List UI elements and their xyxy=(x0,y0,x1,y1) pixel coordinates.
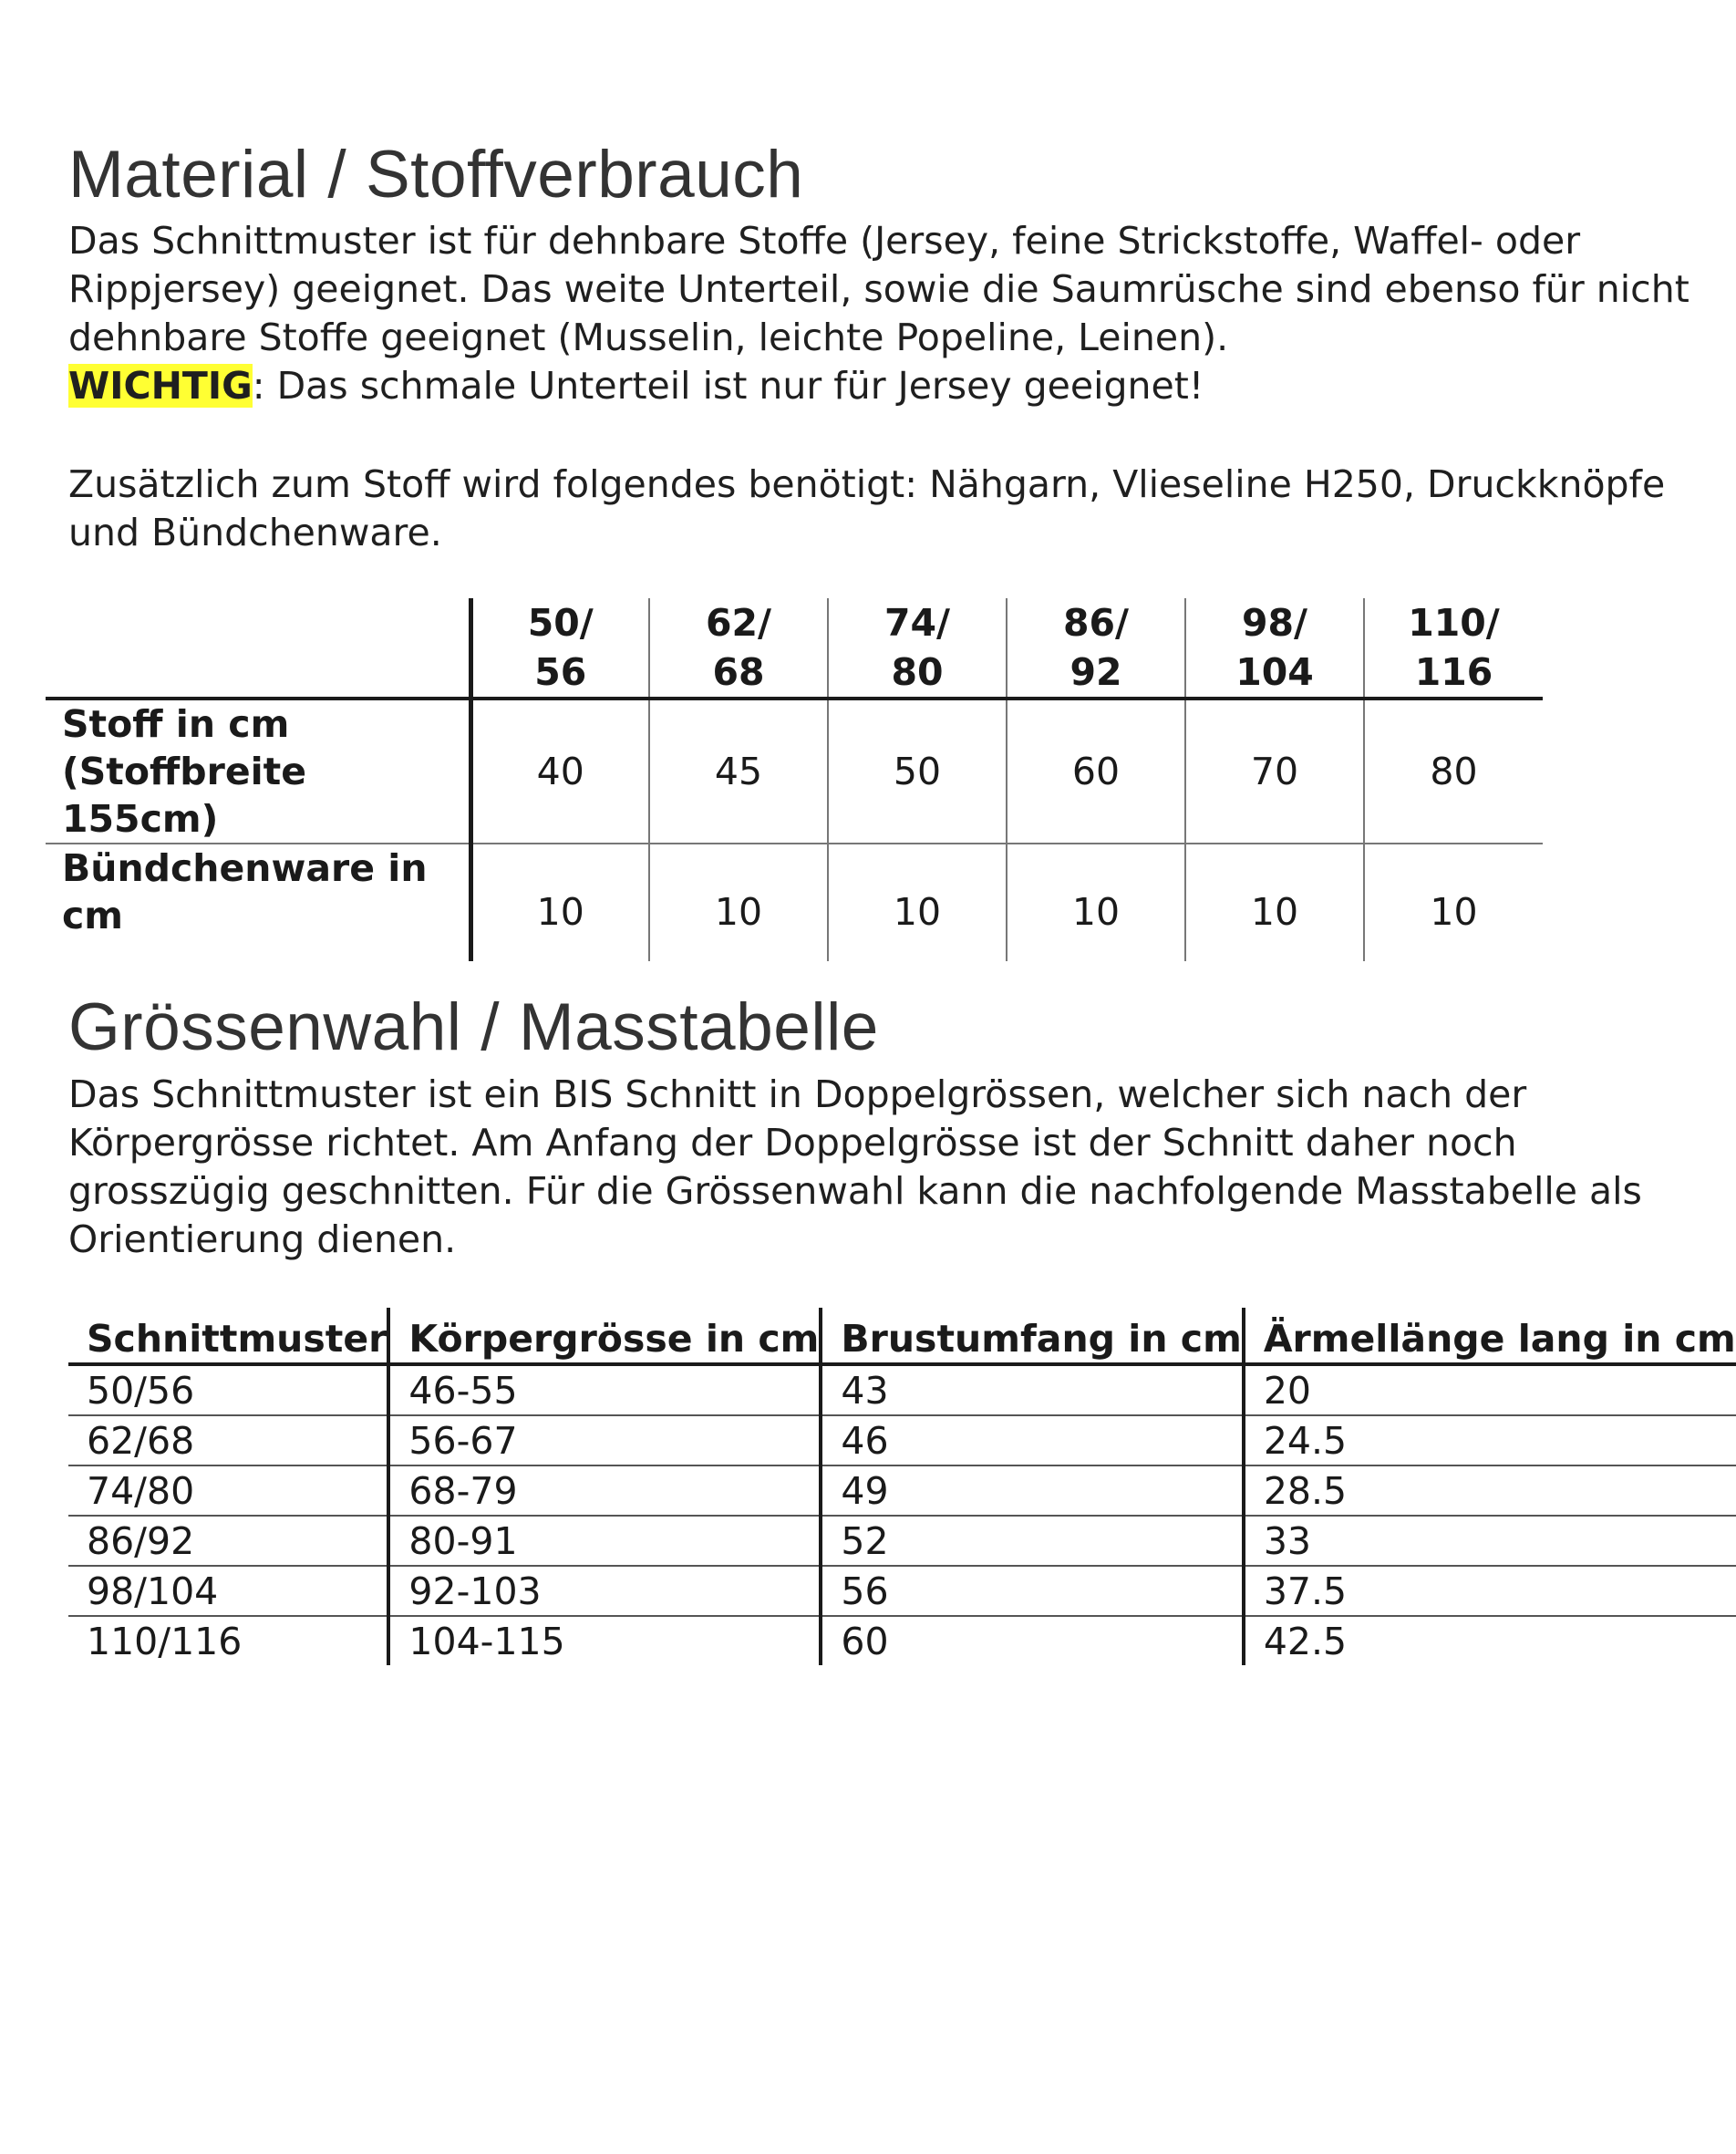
important-text: : Das schmale Unterteil ist nur für Jersey geeignet! xyxy=(252,364,1204,408)
ribbing-row xyxy=(46,844,1543,961)
material-intro-line: dehnbare Stoffe geeignet (Musselin, leichte Popeline, Leinen). xyxy=(68,316,1229,359)
ribbing-value: 10 xyxy=(1364,844,1543,961)
material-intro-line: Rippjersey) geeignet. Das weite Unterteil, sowie die Saumrüsche sind ebenso für nicht xyxy=(68,267,1690,311)
sleeve-cell: 42.5 xyxy=(1244,1616,1736,1665)
size-cell: 86/92 xyxy=(68,1516,388,1566)
ribbing-value: 10 xyxy=(1185,844,1364,961)
material-extra-line: Zusätzlich zum Stoff wird folgendes benötigt: Nähgarn, Vlieseline H250, Druckknöpfe xyxy=(68,462,1666,506)
chest-cell: 56 xyxy=(821,1566,1243,1616)
chest-cell: 43 xyxy=(821,1364,1243,1415)
size-header: 62/ 68 xyxy=(649,598,828,699)
chest-cell: 60 xyxy=(821,1616,1243,1665)
sizing-intro-line: grosszügig geschnitten. Für die Grössenwahl kann die nachfolgende Masstabelle als xyxy=(68,1169,1642,1213)
size-cell: 50/56 xyxy=(68,1364,388,1415)
fabric-row-label: Stoff in cm (Stoffbreite 155cm) xyxy=(46,699,470,844)
size-table-header: Schnittmuster xyxy=(68,1308,388,1364)
important-label: WICHTIG xyxy=(68,364,253,408)
size-table xyxy=(68,1308,1736,1665)
sleeve-cell: 33 xyxy=(1244,1516,1736,1566)
size-table-header: Körpergrösse in cm xyxy=(388,1308,821,1364)
sizing-intro xyxy=(68,1071,1642,1264)
size-table-header: Brustumfang in cm xyxy=(821,1308,1243,1364)
fabric-row xyxy=(46,699,1543,844)
chest-cell: 49 xyxy=(821,1465,1243,1516)
size-header: 86/ 92 xyxy=(1007,598,1185,699)
material-intro-line: Das Schnittmuster ist für dehnbare Stoffe (Jersey, feine Strickstoffe, Waffel- oder xyxy=(68,219,1581,263)
size-header: 110/ 116 xyxy=(1364,598,1543,699)
sleeve-cell: 20 xyxy=(1244,1364,1736,1415)
size-cell: 74/80 xyxy=(68,1465,388,1516)
fabric-value: 70 xyxy=(1185,699,1364,844)
height-cell: 46-55 xyxy=(388,1364,821,1415)
size-table-row xyxy=(68,1364,1736,1415)
sizing-intro-line: Körpergrösse richtet. Am Anfang der Doppelgrösse ist der Schnitt daher noch xyxy=(68,1121,1517,1165)
ribbing-value: 10 xyxy=(470,844,649,961)
fabric-value: 45 xyxy=(649,699,828,844)
size-table-header: Ärmellänge lang in cm xyxy=(1244,1308,1736,1364)
sleeve-cell: 28.5 xyxy=(1244,1465,1736,1516)
height-cell: 80-91 xyxy=(388,1516,821,1566)
fabric-value: 60 xyxy=(1007,699,1185,844)
height-cell: 68-79 xyxy=(388,1465,821,1516)
size-header: 98/ 104 xyxy=(1185,598,1364,699)
important-note xyxy=(68,362,1600,410)
fabric-table-corner xyxy=(46,598,470,699)
sleeve-cell: 37.5 xyxy=(1244,1566,1736,1616)
sizing-heading: Grössenwahl / Masstabelle xyxy=(68,990,879,1064)
height-cell: 56-67 xyxy=(388,1415,821,1465)
ribbing-value: 10 xyxy=(1007,844,1185,961)
size-cell: 62/68 xyxy=(68,1415,388,1465)
size-table-row xyxy=(68,1465,1736,1516)
size-table-row xyxy=(68,1415,1736,1465)
fabric-value: 80 xyxy=(1364,699,1543,844)
chest-cell: 52 xyxy=(821,1516,1243,1566)
fabric-table xyxy=(46,598,1543,961)
height-cell: 104-115 xyxy=(388,1616,821,1665)
size-table-row xyxy=(68,1616,1736,1665)
size-cell: 98/104 xyxy=(68,1566,388,1616)
material-intro xyxy=(68,217,1690,410)
size-header: 74/ 80 xyxy=(828,598,1007,699)
size-header: 50/ 56 xyxy=(470,598,649,699)
material-extra-line: und Bündchenware. xyxy=(68,511,442,554)
ribbing-value: 10 xyxy=(828,844,1007,961)
size-cell: 110/116 xyxy=(87,1619,243,1663)
sizing-intro-line: Orientierung dienen. xyxy=(68,1217,457,1261)
ribbing-row-label: Bündchenware in cm xyxy=(62,846,428,937)
material-extra xyxy=(68,461,1666,557)
sizing-intro-line: Das Schnittmuster ist ein BIS Schnitt in Doppelgrössen, welcher sich nach der xyxy=(68,1072,1527,1116)
size-table-row xyxy=(68,1516,1736,1566)
fabric-table-header-row xyxy=(46,598,1543,699)
ribbing-value: 10 xyxy=(649,844,828,961)
chest-cell: 46 xyxy=(821,1415,1243,1465)
size-table-header-row xyxy=(68,1308,1736,1364)
size-table-row xyxy=(68,1566,1736,1616)
height-cell: 92-103 xyxy=(388,1566,821,1616)
fabric-value: 40 xyxy=(470,699,649,844)
sleeve-cell: 24.5 xyxy=(1244,1415,1736,1465)
material-heading: Material / Stoffverbrauch xyxy=(68,138,804,212)
fabric-value: 50 xyxy=(828,699,1007,844)
